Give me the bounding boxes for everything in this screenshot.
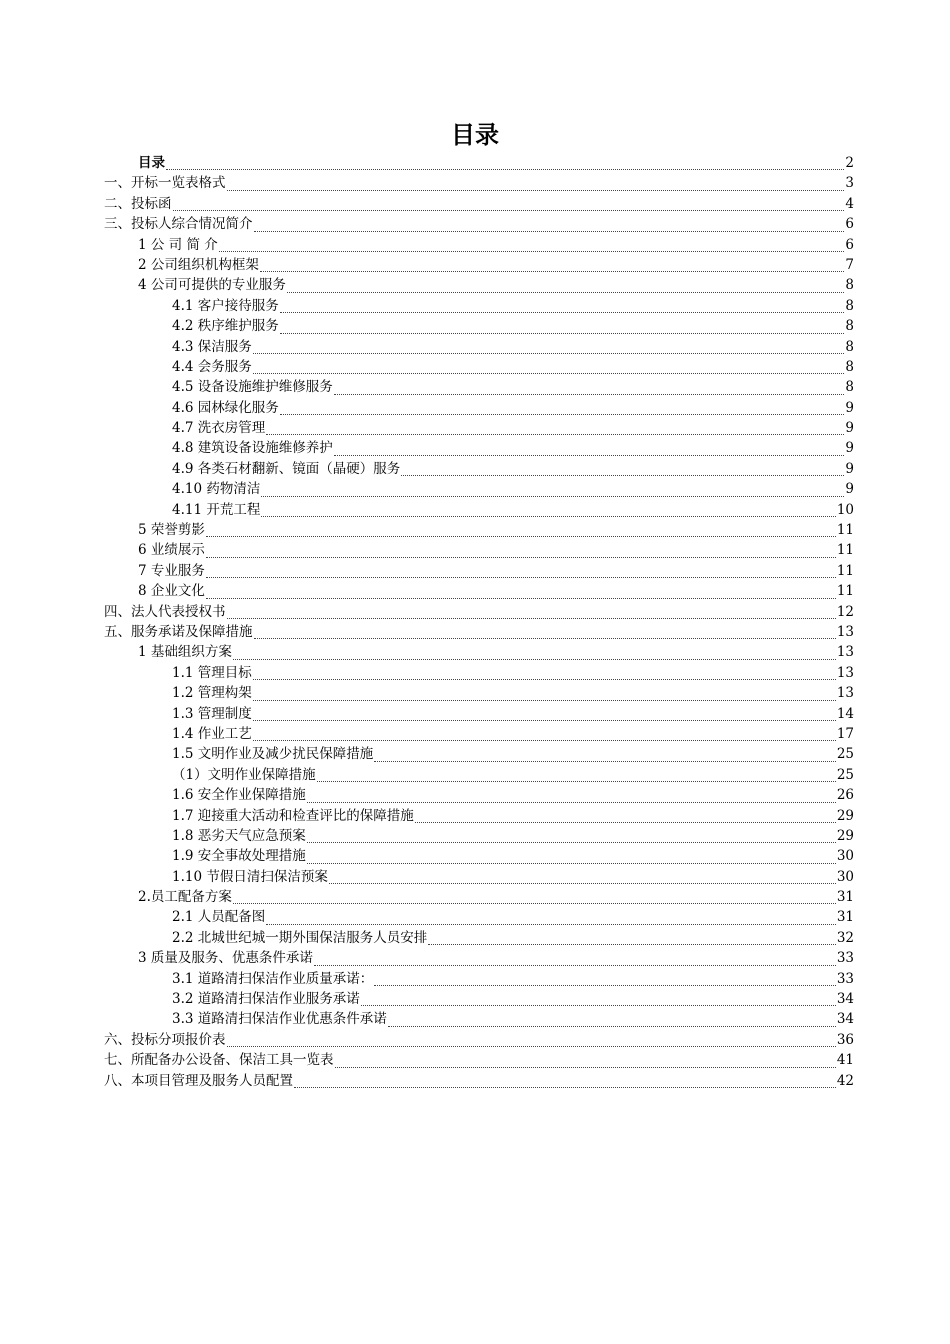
toc-dot-leader: [206, 598, 836, 599]
toc-entry-page-number: 13: [836, 644, 854, 661]
toc-entry-label: 2.2 北城世纪城一期外围保洁服务人员安排: [172, 929, 428, 946]
toc-entry-label: 4.10 药物清洁: [172, 481, 261, 498]
toc-entry-page-number: 10: [836, 501, 854, 518]
toc-dot-leader: [254, 638, 836, 639]
toc-entry-label: 4.8 建筑设备设施维修养护: [172, 440, 333, 457]
toc-entry[interactable]: [0, 846, 854, 866]
toc-entry-page-number: 9: [845, 420, 854, 437]
toc-entry-label: 1.2 管理构架: [172, 685, 252, 702]
toc-dot-leader: [261, 496, 844, 497]
toc-entry-label: 2 公司组织机构框架: [138, 256, 259, 273]
toc-entry-label: 1.6 安全作业保障措施: [172, 787, 306, 804]
toc-entry-page-number: 8: [845, 277, 854, 294]
toc-entry-page-number: 34: [836, 991, 854, 1008]
toc-entry-page-number: 11: [836, 542, 854, 559]
toc-entry-label: （1）文明作业保障措施: [172, 766, 316, 783]
toc-entry[interactable]: [0, 744, 854, 764]
toc-entry-page-number: 30: [836, 848, 854, 865]
toc-entry-page-number: 29: [836, 807, 854, 824]
toc-entry[interactable]: [0, 561, 854, 581]
toc-entry[interactable]: [0, 622, 854, 642]
toc-entry-label: 4.6 园林绿化服务: [172, 399, 279, 416]
toc-entry[interactable]: [0, 153, 854, 173]
toc-entry[interactable]: [0, 398, 854, 418]
toc-dot-leader: [307, 842, 836, 843]
toc-entry-label: 六、投标分项报价表: [104, 1031, 226, 1048]
toc-entry[interactable]: [0, 969, 854, 989]
toc-dot-leader: [287, 292, 845, 293]
toc-entry[interactable]: [0, 337, 854, 357]
toc-entry[interactable]: [0, 418, 854, 438]
toc-entry-label: 2.1 人员配备图: [172, 909, 266, 926]
toc-entry[interactable]: [0, 500, 854, 520]
toc-entry-label: 4.11 开荒工程: [172, 501, 261, 518]
toc-entry-label: 3.3 道路清扫保洁作业优惠条件承诺: [172, 1011, 387, 1028]
toc-entry[interactable]: [0, 602, 854, 622]
toc-entry[interactable]: [0, 377, 854, 397]
toc-entry-page-number: 32: [836, 929, 854, 946]
toc-dot-leader: [294, 1087, 836, 1088]
toc-entry-page-number: 17: [836, 725, 854, 742]
toc-dot-leader: [227, 618, 836, 619]
toc-entry[interactable]: [0, 826, 854, 846]
toc-dot-leader: [253, 720, 836, 721]
toc-entry-page-number: 25: [836, 766, 854, 783]
toc-entry[interactable]: [0, 296, 854, 316]
toc-dot-leader: [206, 536, 836, 537]
toc-entry-label: 四、法人代表授权书: [104, 603, 226, 620]
toc-entry[interactable]: [0, 1071, 854, 1091]
toc-entry-label: 6 业绩展示: [138, 542, 205, 559]
toc-entry-label: 1.4 作业工艺: [172, 725, 252, 742]
toc-dot-leader: [253, 353, 845, 354]
toc-entry-label: 4.4 会务服务: [172, 358, 252, 375]
toc-entry-label: 5 荣誉剪影: [138, 522, 205, 539]
toc-dot-leader: [401, 475, 844, 476]
toc-entry-page-number: 8: [845, 297, 854, 314]
toc-entry-label: 三、投标人综合情况简介: [104, 216, 253, 233]
toc-dot-leader: [317, 781, 836, 782]
toc-entry-label: 1.10 节假日清扫保洁预案: [172, 868, 328, 885]
toc-entry-page-number: 8: [845, 379, 854, 396]
toc-dot-leader: [280, 414, 845, 415]
toc-entry-page-number: 13: [836, 623, 854, 640]
toc-entry-page-number: 33: [836, 950, 854, 967]
toc-entry-label: 1 公 司 简 介: [138, 236, 218, 253]
toc-entry-page-number: 12: [836, 603, 854, 620]
toc-entry-page-number: 9: [845, 440, 854, 457]
toc-entry-page-number: 31: [836, 909, 854, 926]
toc-entry-label: 1 基础组织方案: [138, 644, 232, 661]
toc-dot-leader: [374, 761, 836, 762]
toc-entry-label: 二、投标函: [104, 195, 172, 212]
toc-entry-label: 目录: [138, 155, 165, 171]
toc-dot-leader: [428, 944, 836, 945]
toc-entry-label: 1.8 恶劣天气应急预案: [172, 827, 306, 844]
toc-entry-page-number: 41: [836, 1052, 854, 1069]
toc-dot-leader: [227, 1046, 836, 1047]
toc-entry-label: 七、所配备办公设备、保洁工具一览表: [104, 1052, 334, 1069]
toc-dot-leader: [374, 985, 836, 986]
toc-entry-label: 7 专业服务: [138, 562, 205, 579]
toc-dot-leader: [266, 434, 844, 435]
toc-dot-leader: [314, 965, 836, 966]
toc-dot-leader: [253, 700, 836, 701]
toc-entry-page-number: 11: [836, 583, 854, 600]
toc-dot-leader: [206, 557, 836, 558]
toc-entry[interactable]: [0, 540, 854, 560]
toc-dot-leader: [253, 373, 845, 374]
toc-entry[interactable]: [0, 520, 854, 540]
toc-entry-page-number: 11: [836, 522, 854, 539]
toc-entry[interactable]: [0, 357, 854, 377]
toc-entry-page-number: 2: [845, 155, 854, 171]
toc-entry-page-number: 13: [836, 664, 854, 681]
toc-entry[interactable]: [0, 989, 854, 1009]
toc-entry-label: 2.员工配备方案: [138, 889, 232, 906]
toc-entry-label: 八、本项目管理及服务人员配置: [104, 1072, 293, 1089]
toc-dot-leader: [253, 740, 836, 741]
toc-entry-label: 1.9 安全事故处理措施: [172, 848, 306, 865]
toc-dot-leader: [173, 210, 845, 211]
toc-entry-page-number: 6: [845, 236, 854, 253]
toc-dot-leader: [261, 516, 835, 517]
toc-entry-page-number: 6: [845, 216, 854, 233]
toc-dot-leader: [227, 190, 845, 191]
toc-dot-leader: [233, 903, 836, 904]
toc-entry[interactable]: [0, 316, 854, 336]
toc-entry-label: 五、服务承诺及保障措施: [104, 623, 253, 640]
toc-title: 目录: [451, 121, 499, 149]
toc-entry-label: 1.5 文明作业及减少扰民保障措施: [172, 746, 374, 763]
toc-entry[interactable]: [0, 438, 854, 458]
toc-entry-page-number: 30: [836, 868, 854, 885]
toc-entry[interactable]: [0, 887, 854, 907]
toc-dot-leader: [415, 822, 836, 823]
toc-dot-leader: [388, 1026, 836, 1027]
toc-entry-page-number: 31: [836, 889, 854, 906]
toc-entry[interactable]: [0, 479, 854, 499]
toc-entry[interactable]: [0, 1030, 854, 1050]
toc-entry-page-number: 7: [845, 256, 854, 273]
toc-entry-label: 1.3 管理制度: [172, 705, 252, 722]
toc-dot-leader: [219, 251, 845, 252]
toc-entry[interactable]: [0, 1050, 854, 1070]
toc-entry-label: 1.7 迎接重大活动和检查评比的保障措施: [172, 807, 414, 824]
toc-entry-label: 4.7 洗衣房管理: [172, 420, 266, 437]
toc-entry[interactable]: [0, 1009, 854, 1029]
toc-entry-label: 4.3 保洁服务: [172, 338, 252, 355]
toc-entry[interactable]: [0, 765, 854, 785]
toc-entry[interactable]: [0, 214, 854, 234]
toc-entry[interactable]: [0, 459, 854, 479]
toc-entry[interactable]: [0, 194, 854, 214]
toc-entry-label: 3 质量及服务、优惠条件承诺: [138, 950, 313, 967]
toc-entry-page-number: 42: [836, 1072, 854, 1089]
toc-dot-leader: [307, 802, 836, 803]
toc-entry-page-number: 11: [836, 562, 854, 579]
toc-entry-label: 3.2 道路清扫保洁作业服务承诺: [172, 991, 360, 1008]
toc-dot-leader: [253, 679, 836, 680]
toc-entry-label: 4.1 客户接待服务: [172, 297, 279, 314]
toc-entry[interactable]: [0, 235, 854, 255]
toc-entry-page-number: 34: [836, 1011, 854, 1028]
toc-entry-page-number: 4: [845, 195, 854, 212]
toc-entry[interactable]: [0, 663, 854, 683]
toc-entry-label: 4 公司可提供的专业服务: [138, 277, 286, 294]
toc-entry-page-number: 8: [845, 358, 854, 375]
toc-entry-label: 一、开标一览表格式: [104, 175, 226, 192]
toc-entry-label: 1.1 管理目标: [172, 664, 252, 681]
toc-entry[interactable]: [0, 806, 854, 826]
toc-entry[interactable]: [0, 907, 854, 927]
toc-entry[interactable]: [0, 704, 854, 724]
toc-entry[interactable]: [0, 581, 854, 601]
toc-entry[interactable]: [0, 275, 854, 295]
toc-dot-leader: [266, 924, 836, 925]
toc-entry-page-number: 8: [845, 318, 854, 335]
toc-dot-leader: [254, 231, 845, 232]
toc-entry-page-number: 9: [845, 481, 854, 498]
toc-dot-leader: [233, 659, 836, 660]
toc-dot-leader: [335, 1067, 836, 1068]
toc-entry-label: 3.1 道路清扫保洁作业质量承诺：: [172, 970, 374, 987]
toc-dot-leader: [166, 169, 844, 170]
toc-dot-leader: [280, 312, 845, 313]
toc-dot-leader: [280, 333, 845, 334]
toc-entry-label: 8 企业文化: [138, 583, 205, 600]
toc-dot-leader: [260, 271, 845, 272]
toc-entry-page-number: 9: [845, 399, 854, 416]
toc-entry[interactable]: [0, 683, 854, 703]
toc-entry[interactable]: [0, 867, 854, 887]
toc-entry[interactable]: [0, 948, 854, 968]
toc-entry-page-number: 26: [836, 787, 854, 804]
toc-dot-leader: [361, 1005, 836, 1006]
toc-entry[interactable]: [0, 928, 854, 948]
toc-entry-page-number: 8: [845, 338, 854, 355]
toc-entry-page-number: 36: [836, 1031, 854, 1048]
toc-dot-leader: [334, 394, 845, 395]
table-of-contents: [0, 153, 950, 1091]
toc-entry[interactable]: [0, 724, 854, 744]
toc-entry-page-number: 29: [836, 827, 854, 844]
toc-entry[interactable]: [0, 173, 854, 193]
toc-entry-label: 4.2 秩序维护服务: [172, 318, 279, 335]
toc-entry[interactable]: [0, 255, 854, 275]
toc-entry-page-number: 3: [845, 175, 854, 192]
toc-entry-label: 4.9 各类石材翻新、镜面（晶硬）服务: [172, 460, 401, 477]
toc-entry-page-number: 14: [836, 705, 854, 722]
toc-dot-leader: [329, 883, 836, 884]
toc-entry[interactable]: [0, 785, 854, 805]
toc-dot-leader: [334, 455, 845, 456]
toc-dot-leader: [307, 863, 836, 864]
toc-entry-page-number: 25: [836, 746, 854, 763]
toc-entry-page-number: 9: [845, 460, 854, 477]
toc-dot-leader: [206, 577, 836, 578]
toc-entry-label: 4.5 设备设施维护维修服务: [172, 379, 333, 396]
toc-entry-page-number: 33: [836, 970, 854, 987]
toc-entry-page-number: 13: [836, 685, 854, 702]
toc-entry[interactable]: [0, 642, 854, 662]
